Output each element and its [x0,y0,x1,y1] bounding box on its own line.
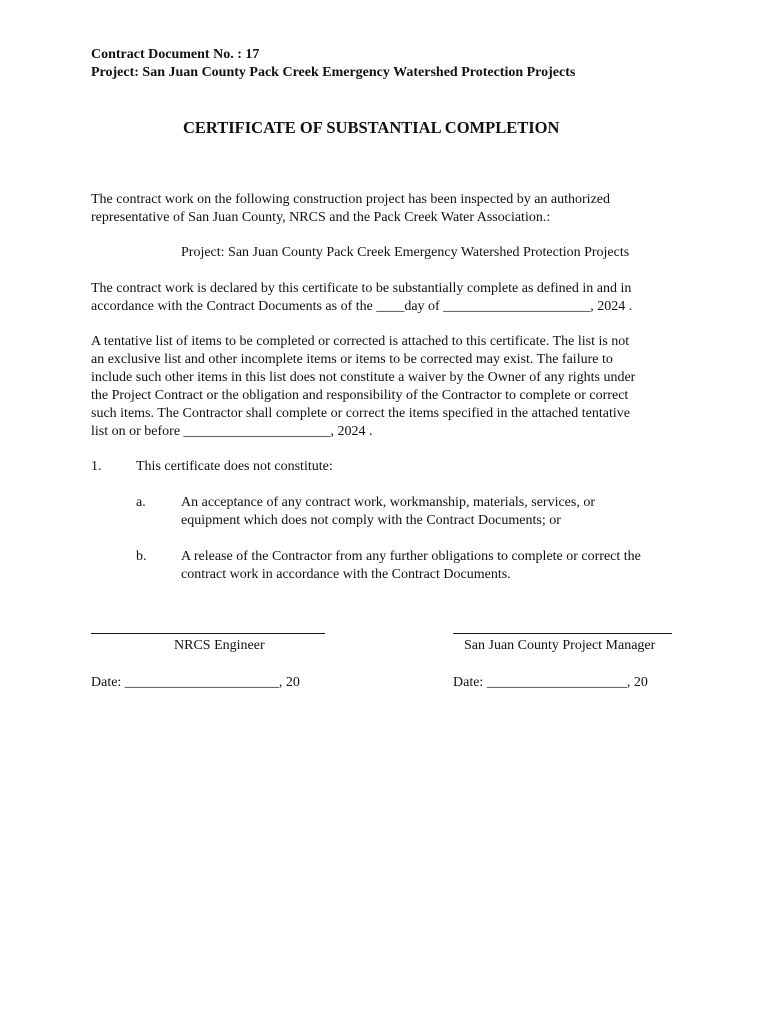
tentative-line-6: list on or before _____________________, 2024 . [91,424,373,439]
project-header: Project: San Juan County Pack Creek Emergency Watershed Protection Projects [91,65,576,80]
page-title: CERTIFICATE OF SUBSTANTIAL COMPLETION [183,118,560,137]
sub-item-b-line-2: contract work in accordance with the Contract Documents. [181,567,511,582]
project-manager-label: San Juan County Project Manager [464,638,656,653]
intro-line-1: The contract work on the following construction project has been inspected by an authorized [91,192,610,207]
intro-line-2: representative of San Juan County, NRCS and the Pack Creek Water Association.: [91,210,551,225]
declaration-line-1: The contract work is declared by this certificate to be substantially complete as defined in and in [91,281,632,296]
left-signature-line [91,633,325,634]
tentative-line-1: A tentative list of items to be completed or corrected is attached to this certificate. The list is not [91,334,630,349]
sub-item-a-line-2: equipment which does not comply with the Contract Documents; or [181,513,561,528]
left-date-field: Date: ______________________, 20 [91,675,300,690]
item-1-number: 1. [91,459,102,474]
sub-item-a-letter: a. [136,495,146,510]
contract-document-number: Contract Document No. : 17 [91,47,260,62]
sub-item-a-line-1: An acceptance of any contract work, workmanship, materials, services, or [181,495,596,510]
sub-item-b-letter: b. [136,549,147,564]
sub-item-b-line-1: A release of the Contractor from any further obligations to complete or correct the [181,549,641,564]
tentative-line-4: the Project Contract or the obligation and responsibility of the Contractor to complete or correct [91,388,629,403]
nrcs-engineer-label: NRCS Engineer [174,638,265,653]
project-line: Project: San Juan County Pack Creek Emergency Watershed Protection Projects [181,245,630,260]
item-1-text: This certificate does not constitute: [136,459,333,474]
right-date-field: Date: ____________________, 20 [453,675,648,690]
tentative-line-3: include such other items in this list does not constitute a waiver by the Owner of any rights under [91,370,636,385]
tentative-line-5: such items. The Contractor shall complete or correct the items specified in the attached tentative [91,406,630,421]
right-signature-line [453,633,672,634]
declaration-line-2: accordance with the Contract Documents as of the ____day of _____________________, 2024 . [91,299,633,314]
tentative-line-2: an exclusive list and other incomplete items or items to be corrected may exist. The failure to [91,352,613,367]
